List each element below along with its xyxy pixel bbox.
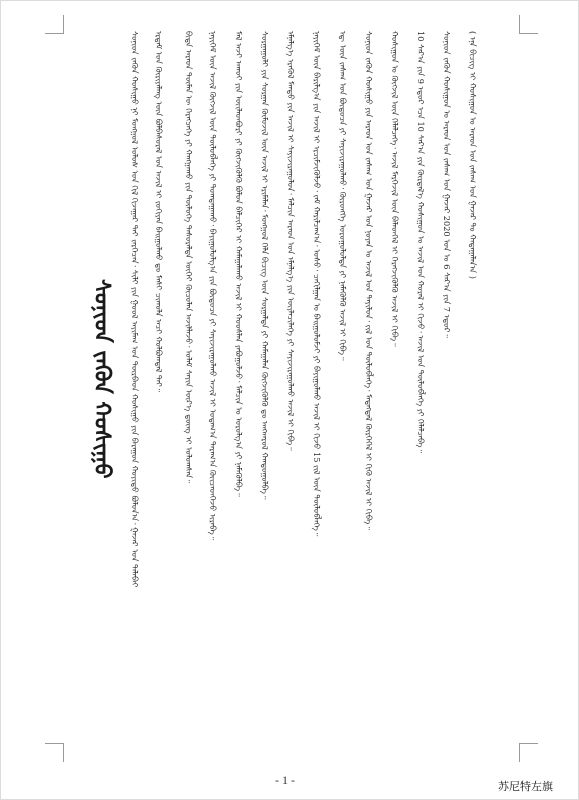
text-column: ᠰᠤᠨᠢᠳ ᠵᠡᠭᠦᠨ ᠬᠣᠰᠢᠭᠤᠨ ᠤ ᠠᠷᠠᠳ ᠤᠨ ᠵᠠᠰᠠᠭ ᠤᠨ ᠭᠠᠵᠠᠷ 2020 ᠣᠨ ᠤ 6 ᠰᠠᠷ᠎ᠠ ᠶᠢᠨ 7 ᠡᠳᠦᠷ᠃ [442, 31, 452, 338]
text-column: ᠡᠮᠨᠡᠯᠭ᠎ᠡ ᠡᠷᠡᠭᠦᠯ ᠮᠡᠨᠳᠦ ᠶᠢᠨ ᠠᠵᠢᠯ ᠢ ᠰᠠᠶᠢᠵᠢᠷᠠᠭᠤᠯᠤᠨ᠂ ᠮᠠᠯᠴᠢᠨ ᠠᠷᠠᠳ ᠤᠨ ᠡᠮᠨᠡᠯᠭ᠎ᠡ ᠶᠢᠨ ᠦᠶᠯᠡᠴᠢᠯᠡᠭᠡ ᠶᠢ ᠰᠠᠶᠢᠵᠢᠷᠠᠭᠤᠯᠬᠤ ᠠᠵᠢᠯ ᠢ ᠬᠢᠪᠡ᠃ [286, 31, 296, 451]
text-column: ᠡᠳ᠋ ᠦᠨ ᠵᠠᠰᠠᠭ ᠤᠨ ᠪᠦᠲᠦᠴᠡ ᠶᠢ ᠰᠠᠶᠢᠵᠢᠷᠠᠭᠤᠯᠬᠤ᠂ ᠬᠥᠷᠥᠩᠭᠡ ᠣᠷᠣᠭᠤᠯᠤᠯᠲᠠ ᠶᠢ ᠨᠡᠮᠡᠭᠦᠯᠬᠦ ᠠᠵᠢᠯ ᠢ ᠬᠢᠪᠡ᠃ [338, 31, 348, 361]
crop-mark-bottom-left [45, 743, 64, 762]
text-column: ( ᠡᠨᠡ ᠪᠢᠴᠢᠭ ᠢ ᠬᠣᠰᠢᠭᠤᠨ ᠤ ᠠᠷᠠᠳ ᠤᠨ ᠵᠠᠰᠠᠭ ᠤᠨ ᠭᠠᠵᠠᠷ ᠲᠤ ᠬᠠᠳᠠᠭᠠᠯᠠᠨ᠎ᠠ ) [468, 31, 478, 279]
text-column: ᠰᠤᠨᠢᠳ ᠵᠡᠭᠦᠨ ᠬᠣᠰᠢᠭᠤ ᠨᠢ ᠮᠣᠩᠭᠣᠯ ᠤᠯᠤᠰ ᠤᠨ ᠬᠢᠯ ᠬᠢᠵᠠᠭᠠᠷ ᠲᠠᠢ ᠵᠡᠷᠭᠡᠴᠡᠨ᠂ ᠰᠢᠯᠢ ᠶᠢᠨ ᠭᠣᠣᠯ ᠠᠶᠢᠮᠠᠭ ᠤᠨ ᠳᠦᠷᠪᠡᠳ ᠬᠣᠰᠢᠭᠤ ᠶᠢᠨ ᠪᠠᠷᠠᠭᠤᠨ ᠬᠣᠶᠢᠳᠤ ᠪᠣᠯᠤᠨ᠎ᠠ᠂ ᠭᠠᠵᠠᠷ ᠤᠨ ᠲᠠᠯᠠᠪᠠᠢ [130, 31, 140, 588]
document-title: ᠰᠤᠨᠢᠳ ᠵᠡᠭᠦᠨ ᠬᠣᠰᠢᠭᠤ [89, 279, 115, 479]
text-column: ᠰᠤᠨᠢᠳ ᠵᠡᠭᠦᠨ ᠬᠣᠰᠢᠭᠤ ᠶᠢᠨ ᠠᠷᠠᠳ ᠤᠨ ᠵᠠᠰᠠᠭ ᠤᠨ ᠭᠠᠵᠠᠷ ᠤᠨ ᠨᠣᠶᠠᠨ ᠤ ᠠᠵᠢᠯ ᠤᠨ ᠲᠠᠶᠢᠯᠤᠨ᠂ ᠵᠢᠯ ᠤᠨ ᠲᠥᠯᠥᠪᠯᠡᠭᠡ᠂ ᠮᠡᠳᠡᠭᠳᠡᠯ ᠬᠦᠷᠭᠡᠭᠡᠯ ᠢ ᠬᠢᠬᠦ ᠠᠵᠢᠯ ᠢ ᠬᠢᠪᠡ᠃ [364, 31, 374, 530]
crop-mark-top-right [519, 15, 538, 34]
page-number: - 1 - [275, 773, 295, 787]
text-column: ᠨᠡᠶᠢᠭᠡᠮ ᠦᠨ ᠪᠠᠷᠢᠯᠭ᠎ᠠ ᠶᠢᠨ ᠠᠵᠢᠯ ᠢ ᠡᠷᠴᠢᠮᠵᠢᠭᠦᠯᠵᠦ᠂ ᠵᠠᠮ ᠬᠠᠷᠢᠯᠴᠠᠭ᠎ᠠ᠂ ᠤᠰᠤ᠂ ᠴᠠᠬᠢᠯᠭᠠᠨ ᠤ ᠪᠠᠢᠭᠤᠯᠤᠮᠵᠢ ᠶᠢ ᠪᠠᠶᠢᠭᠤᠯᠬᠤ ᠠᠵᠢᠯ ᠢ ᠬᠢᠵᠦ 15 ᠵᠢᠯ ᠦᠨ ᠲᠥᠯᠥᠪᠯᠡᠭᠡ᠃ [312, 31, 322, 537]
text-column: ᠪᠢᠳᠡ ᠠᠷᠠᠳ ᠲᠦᠮᠡᠨ ᠦ ᠬᠡᠷᠡᠭᠴᠡᠭᠡ ᠶᠢ ᠬᠠᠩᠭᠠᠬᠤ ᠶᠢᠨ ᠲᠥᠯᠦᠭᠡ ᠲᠠᠰᠤᠷᠠᠯᠲᠠ ᠦᠭᠡᠢ ᠬᠦᠴᠦᠯᠡᠨ ᠠᠵᠢᠯᠯᠠᠵᠤ᠂ ᠤᠯᠠᠮ ᠰᠠᠶᠢᠨ ᠦᠷ᠎ᠡ ᠳ᠋ᠦᠩ ᠢ ᠣᠯᠤᠭᠰᠠᠨ᠃ [184, 31, 194, 484]
text-column: ᠮᠠᠯ ᠠᠵᠢ ᠠᠬᠤᠢ ᠶᠢᠨ ᠦᠢᠯᠡᠳᠪᠦᠷᠢ ᠶᠢ ᠬᠥᠭᠵᠢᠭᠦᠯᠬᠦ ᠪᠣᠯᠤᠨ ᠪᠡᠯᠴᠢᠭᠡᠷ ᠢ ᠬᠠᠮᠠᠭᠠᠯᠠᠬᠤ ᠠᠵᠢᠯ ᠢ ᠬᠣᠣᠰᠯᠠᠨ ᠶᠠᠪᠤᠭᠤᠯᠵᠤ᠂ ᠮᠠᠯᠴᠢᠨ ᠤ ᠣᠷᠣᠯᠭ᠎ᠠ ᠶᠢ ᠨᠡᠮᠡᠭᠦᠯᠪᠡ᠃ [234, 31, 244, 497]
text-column: ᠡᠷᠳᠡᠮ ᠤᠨ ᠬᠦᠷᠢᠶᠡᠯᠡᠩ ᠦᠨ ᠪᠣᠯᠪᠠᠰᠤᠷᠠᠯ ᠤᠨ ᠠᠵᠢᠯ ᠢ ᠵᠣᠬᠢᠶᠠᠨ ᠪᠠᠢᠭᠤᠯᠬᠤ ᠳᠤ ᠮᠠᠰᠢ ᠴᠢᠬᠤᠯᠠ ᠠᠴᠢ ᠬᠣᠯᠪᠣᠭᠳᠠᠯ ᠲᠠᠢ᠃ [154, 31, 164, 393]
text-column: ᠰᠤᠷᠭᠠᠭᠤᠯᠢ ᠶᠢᠨ ᠰᠤᠷᠭᠠᠨ ᠬᠦᠮᠦᠵᠢᠯ ᠦᠨ ᠠᠵᠢᠯ ᠢ ᠡᠷᠢᠮᠡᠯᠡᠨ᠂ ᠮᠣᠩᠭᠣᠯ ᠬᠡᠯᠡ ᠪᠢᠴᠢᠭ ᠦᠨ ᠰᠤᠷᠭᠠᠯᠲᠠ ᠶᠢ ᠬᠠᠮᠠᠭᠠᠯᠠᠨ ᠬᠥᠭᠵᠢᠭᠦᠯᠬᠦ ᠳᠤ ᠠᠩᠬᠠᠷᠤᠯ ᠬᠠᠨᠳᠤᠭᠤᠯᠪᠠ᠃ [260, 31, 270, 500]
crop-mark-top-left [45, 15, 64, 34]
corner-label: 苏尼特左旗 [498, 780, 553, 793]
text-column: ᠨᠡᠶᠢᠭᠡᠮ ᠦᠨ ᠠᠵᠢᠯ ᠬᠥᠭᠵᠢᠯ ᠦᠨ ᠲᠥᠯᠦᠪᠯᠡᠭᠡ ᠶᠢ ᠲᠣᠭᠲᠠᠭᠠᠬᠤ᠂ ᠪᠠᠶᠢᠭᠤᠯᠤᠯᠭ᠎ᠠ ᠶᠢᠨ ᠪᠦᠲᠦᠴᠡ ᠶᠢ ᠰᠠᠶᠢᠵᠢᠷᠠᠭᠤᠯᠬᠤ ᠠᠵᠢᠯ ᠢ ᠤᠳᠠᠭ᠎ᠠ ᠳᠠᠷᠠᠭ᠎ᠠ ᠭᠦᠢᠴᠡᠳᠭᠡᠵᠦ ᠢᠷᠡᠪᠡ᠃ [208, 31, 218, 541]
text-column: 10 ᠰᠠᠷ᠎ᠠ ᠶᠢᠨ 9 ᠡᠳᠦᠷ ᠡᠴᠡ 10 ᠰᠠᠷ᠎ᠠ ᠶᠢᠨ ᠬᠦᠷᠲᠡᠯ᠎ᠡ ᠬᠣᠰᠢᠭᠤᠨ ᠤ ᠠᠵᠢᠯ ᠤᠨ ᠬᠤᠷᠠᠯ ᠢ ᠬᠢᠵᠦ᠂ ᠠᠵᠢᠯ ᠤᠨ ᠲᠥᠯᠥᠪᠯᠡᠭᠡ ᠶᠢ ᠬᠡᠯᠡᠯᠴᠡᠪᠡ᠃ [416, 31, 426, 454]
text-column: ᠬᠣᠰᠢᠭᠤᠨ ᠤ ᠬᠥᠭᠵᠢᠯ ᠦᠨ ᠬᠡᠯᠡᠯᠴᠡᠭᠡ᠂ ᠠᠵᠢᠯ ᠮᠡᠷᠭᠡᠵᠢᠯ ᠦᠨ ᠪᠡᠯᠡᠳᠭᠡᠯ ᠢ ᠬᠡᠷᠡᠭᠵᠢᠭᠦᠯᠬᠦ ᠠᠵᠢᠯ ᠢ ᠬᠢᠪᠡ᠃ [390, 31, 400, 347]
crop-mark-bottom-right [519, 743, 538, 762]
